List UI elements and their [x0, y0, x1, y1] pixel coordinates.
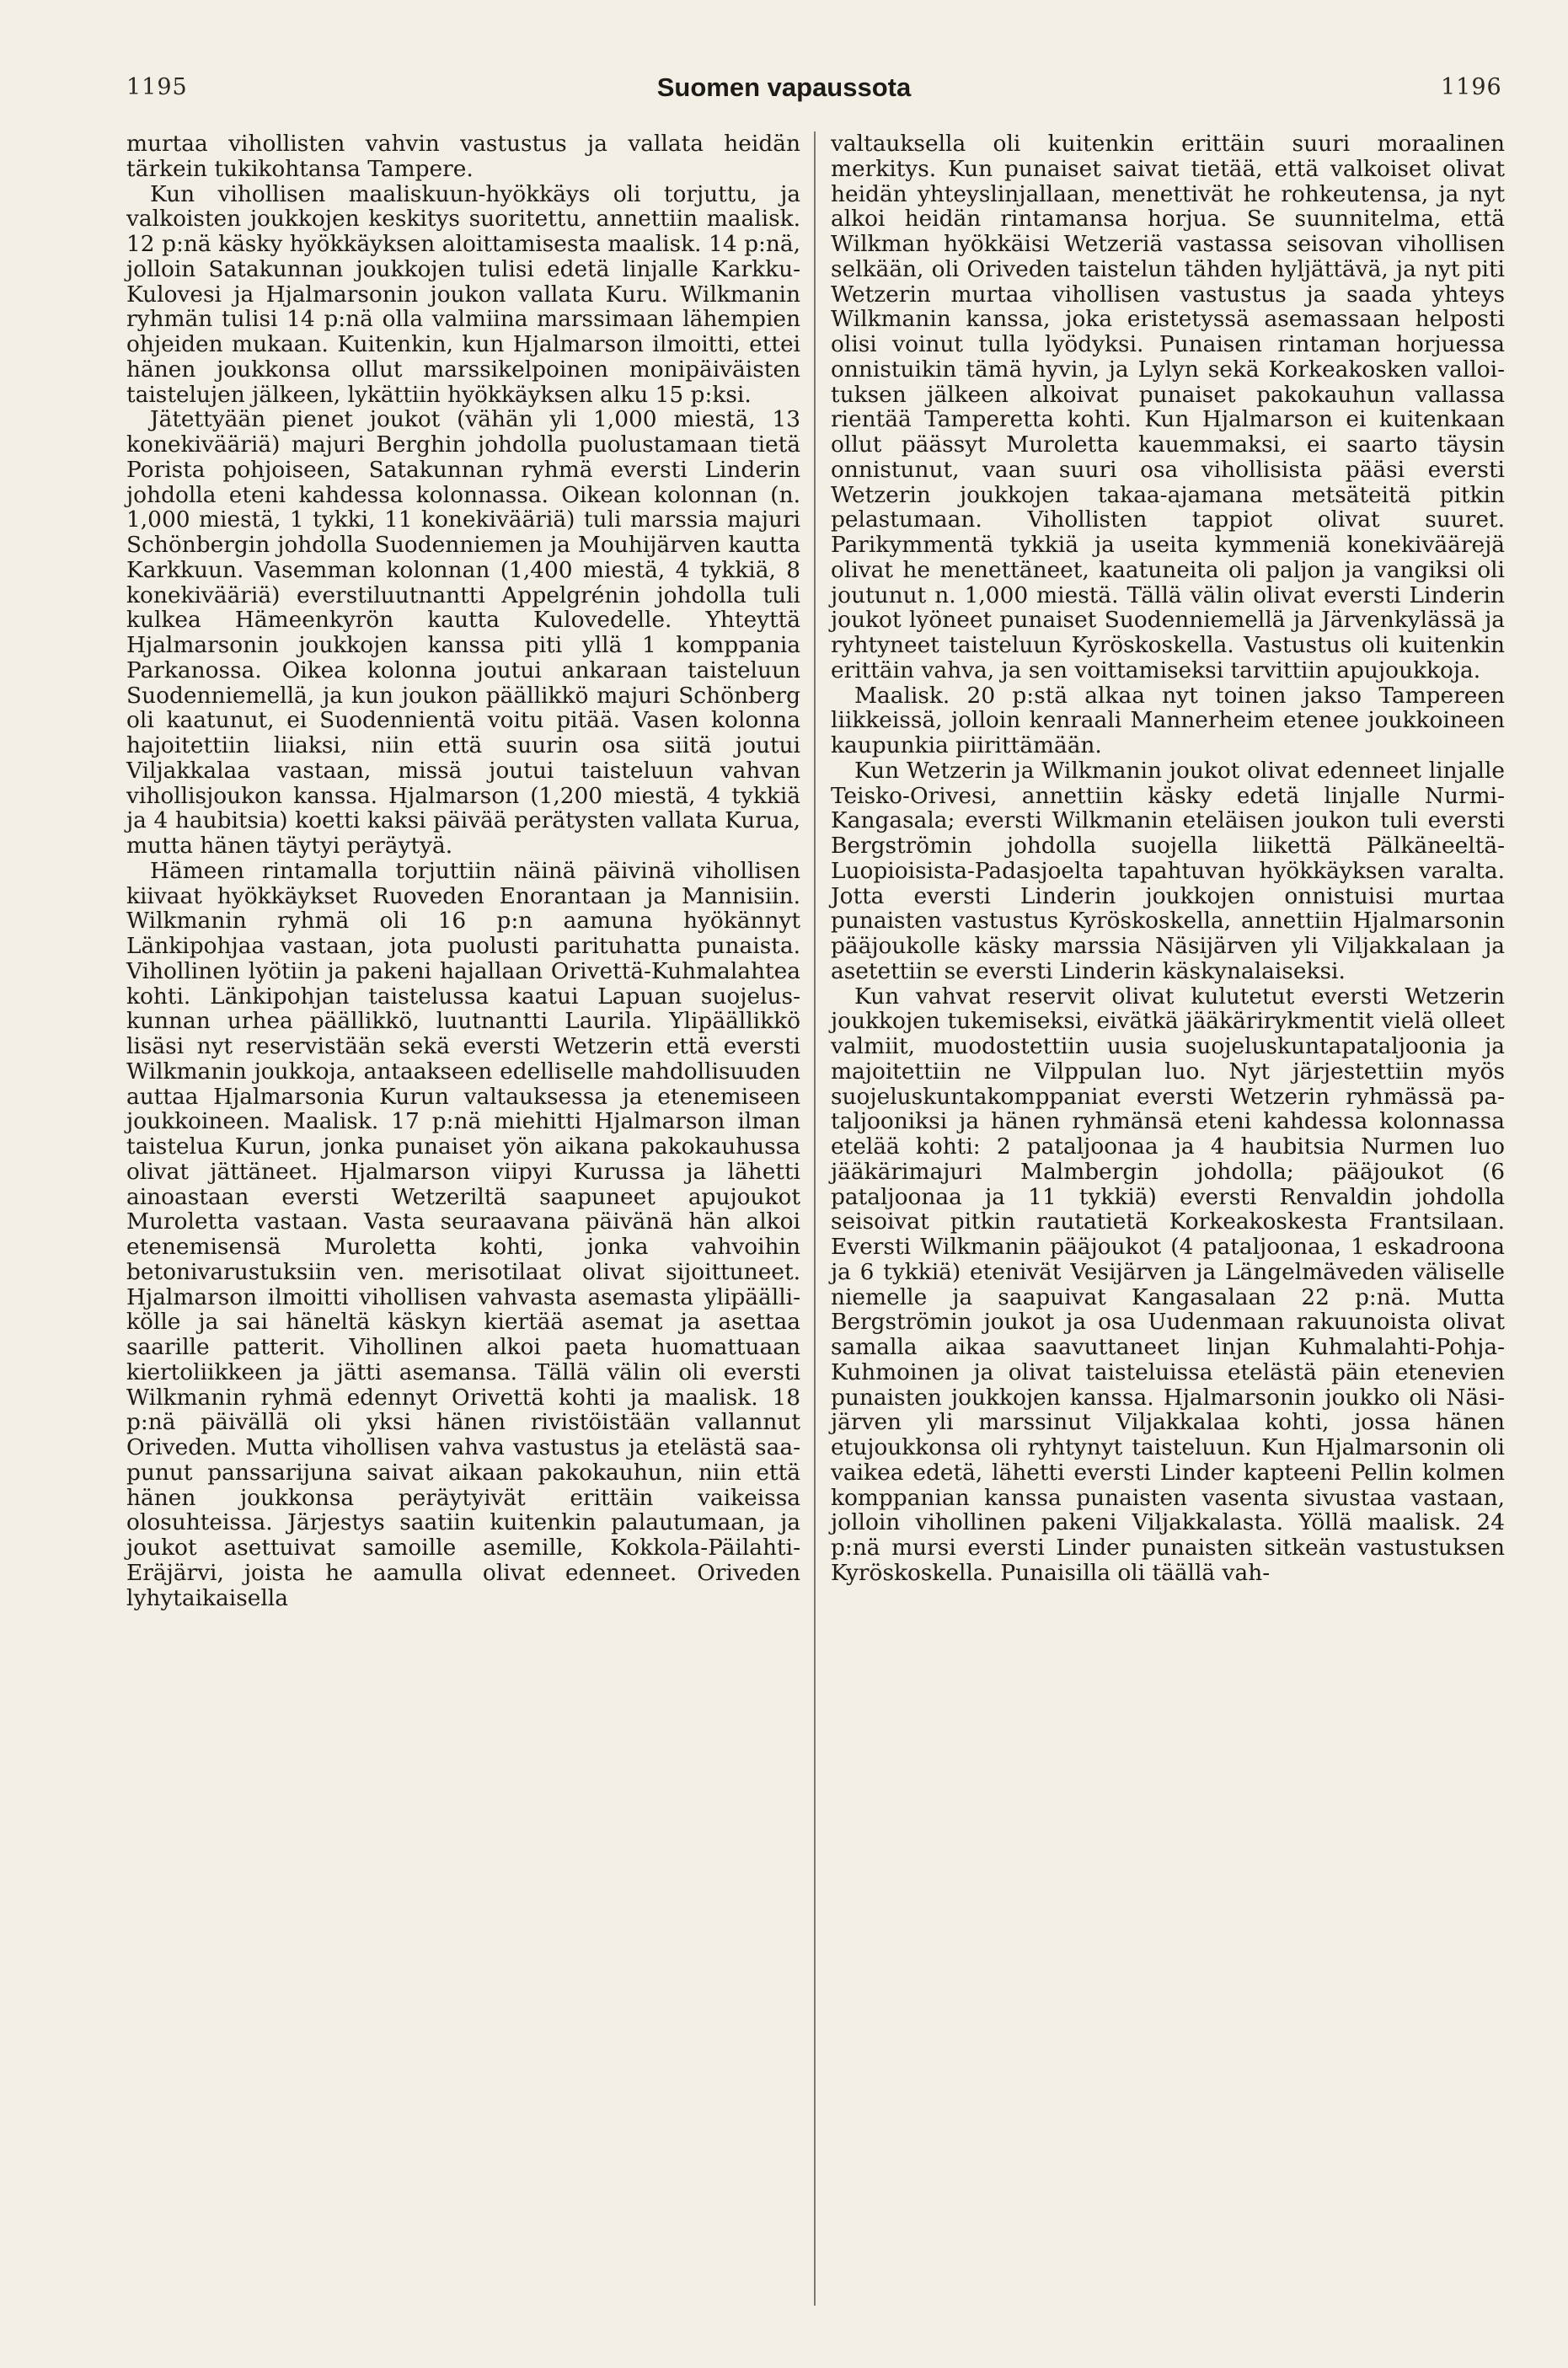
paragraph: valtauksella oli kuitenkin erittäin suuri moraalinen merkitys. Kun punaiset saivat tietää, että valkoiset olivat heidän yhteyslinjallaan, menettivät he rohkeutensa, ja nyt alkoi heidän rintamansa horjua. Se suunnitelma, että Wilkman hyökkäisi Wetzeriä vastassa seisovan vihollisen selkään, oli Oriveden taistelun tähden hyljättävä, ja nyt piti Wetzerin murtaa vihollisen vastustus ja saada yhteys Wilkmanin kanssa, joka eristetyssä asemassaan helposti olisi voinut tulla lyödyksi. Punaisen rintaman horjuessa onnistuikin tämä hyvin, ja Lylyn sekä Korkeakosken valloituksen jälkeen alkoivat punaiset pakokauhun vallassa rientää Tamperetta kohti. Kun Hjalmarson ei kuitenkaan ollut päässyt Muroletta kauemmaksi, ei saarto täysin onnistunut, vaan suuri osa vihollisista pääsi eversti Wetzerin joukkojen takaa-ajamana metsäteitä pitkin pelastumaan. Vihollisten tappiot olivat suuret. Parikymmentä tykkiä ja useita kymmeniä konekiväärejä olivat he menettäneet, kaatuneita oli paljon ja vangiksi oli joutunut n. 1,000 miestä. Tällä välin olivat eversti Linderin joukot lyöneet punaiset Suodenniemellä ja Järvenkylässä ja ryhtyneet taisteluun Kyröskoskella. Vastustus oli kuitenkin erittäin vahva, ja sen voittamiseksi tarvittiin apujoukkoja. — [831, 131, 1505, 683]
left-column — [126, 131, 800, 1610]
running-title: Suomen vapaussota — [656, 72, 912, 102]
page-header — [0, 74, 1568, 108]
right-column — [831, 131, 1505, 1586]
paragraph: Maalisk. 20 p:stä alkaa nyt toinen jakso Tampereen liikkeissä, jolloin kenraali Mannerheim etenee joukkoineen kaupunkia piirittämään. — [831, 682, 1505, 758]
page-number-right: 1196 — [1441, 74, 1502, 100]
paragraph: Kun vihollisen maaliskuun-hyökkäys oli torjuttu, ja valkoisten joukkojen keskitys suoritettu, annettiin maalisk. 12 p:nä käsky hyökkäyksen aloittamisesta maalisk. 14 p:nä, jolloin Satakunnan joukkojen tulisi edetä linjalle Karkku-Kulovesi ja Hjalmarsonin joukon vallata Kuru. Wilkmanin ryhmän tulisi 14 p:nä olla valmiina marssimaan lähempien ohjeiden mukaan. Kuitenkin, kun Hjalmarson ilmoitti, ettei hänen joukkonsa ollut marssikelpoinen monipäiväisten taistelujen jälkeen, lykättiin hyökkäyksen alku 15 p:ksi. — [126, 180, 800, 408]
column-divider — [814, 131, 816, 2306]
paragraph: murtaa vihollisten vahvin vastustus ja vallata heidän tärkein tukikohtansa Tampere. — [126, 131, 800, 182]
paragraph: Jätettyään pienet joukot (vähän yli 1,000 miestä, 13 konekivääriä) majuri Berghin johdolla puolustamaan tietä Porista pohjoiseen, Satakunnan ryhmä eversti Linderin johdolla eteni kahdessa kolonnassa. Oikean kolonnan (n. 1,000 miestä, 1 tykki, 11 konekivääriä) tuli marssia majuri Schönbergin johdolla Suodenniemen ja Mouhijärven kautta Karkkuun. Vasemman kolonnan (1,400 miestä, 4 tykkiä, 8 konekivääriä) everstiluutnantti Appelgrénin johdolla tuli kulkea Hämeenkyrön kautta Kulovedelle. Yhteyttä Hjalmarsonin joukkojen kanssa piti yllä 1 komppania Parkanossa. Oikea kolonna joutui ankaraan taisteluun Suodenniemellä, ja kun joukon päällikkö majuri Schönberg oli kaatunut, ei Suodennientä voitu pitää. Vasen kolonna hajoitettiin liiaksi, niin että suurin osa siitä joutui Viljakkalaa vastaan, missä joutui taisteluun vahvan vihollisjoukon kanssa. Hjalmarson (1,200 miestä, 4 tykkiä ja 4 haubitsia) koetti kaksi päivää perätysten vallata Kurua, mutta hänen täytyi peräytyä. — [126, 406, 800, 859]
paragraph: Kun vahvat reservit olivat kulutetut eversti Wetzerin joukkojen tukemiseksi, eivätkä jääkärirykmentit vielä olleet valmiit, muodostettiin uusia suojeluskuntapataljoonia ja majoitettiin ne Vilppulan luo. Nyt järjestettiin myös suojeluskuntakomppaniat eversti Wetzerin ryhmässä pataljooniksi ja hänen ryhmänsä eteni kahdessa kolonnassa etelää kohti: 2 pataljoonaa ja 4 haubitsia Nurmen luo jääkärimajuri Malmbergin johdolla; pääjoukot (6 pataljoonaa ja 11 tykkiä) eversti Renvaldin johdolla seisoivat pitkin rautatietä Korkeakoskesta Frantsilaan. Eversti Wilkmanin pääjoukot (4 pataljoonaa, 1 eskadroona ja 6 tykkiä) etenivät Vesijärven ja Längelmäveden väliselle niemelle ja saapuivat Kangasalaan 22 p:nä. Mutta Bergströmin joukot ja osa Uudenmaan rakuunoista olivat samalla aikaa saavuttaneet linjan Kuhmalahti-Pohja-Kuhmoinen ja olivat taisteluissa etelästä päin etenevien punaisten joukkojen kanssa. Hjalmarsonin joukko oli Näsijärven yli marssinut Viljakkalaa kohti, jossa hänen etujoukkonsa oli ryhtynyt taisteluun. Kun Hjalmarsonin oli vaikea edetä, lähetti eversti Linder kapteeni Pellin kolmen komppanian kanssa punaisten vasenta sivustaa vastaan, jolloin vihollinen pakeni Viljakkalasta. Yöllä maalisk. 24 p:nä mursi eversti Linder punaisten sitkeän vastustuksen Kyröskoskella. Punaisilla oli täällä vah- — [831, 983, 1505, 1586]
paragraph: Hämeen rintamalla torjuttiin näinä päivinä vihollisen kiivaat hyökkäykset Ruoveden Enorantaan ja Mannisiin. Wilkmanin ryhmä oli 16 p:n aamuna hyökännyt Länkipohjaa vastaan, jota puolusti parituhatta punaista. Vihollinen lyötiin ja pakeni hajallaan Orivettä-Kuhmalahtea kohti. Länkipohjan taistelussa kaatui Lapuan suojeluskunnan urhea päällikkö, luutnantti Laurila. Ylipäällikkö lisäsi nyt reservistään sekä eversti Wetzerin että eversti Wilkmanin joukkoja, antaakseen edelliselle mahdollisuuden auttaa Hjalmarsonia Kurun valtauksessa ja etenemiseen joukkoineen. Maalisk. 17 p:nä miehitti Hjalmarson ilman taistelua Kurun, jonka punaiset yön aikana pakokauhussa olivat jättäneet. Hjalmarson viipyi Kurussa ja lähetti ainoastaan eversti Wetzeriltä saapuneet apujoukot Muroletta vastaan. Vasta seuraavana päivänä hän alkoi etenemisensä Muroletta kohti, jonka vahvoihin betonivarustuksiin ven. merisotilaat olivat sijoittuneet. Hjalmarson ilmoitti vihollisen vahvasta asemasta ylipäällikölle ja sai häneltä käskyn kiertää asemat ja asettaa saarille patterit. Vihollinen alkoi paeta huomattuaan kiertoliikkeen ja jätti asemansa. Tällä välin oli eversti Wilkmanin ryhmä edennyt Orivettä kohti ja maalisk. 18 p:nä päivällä oli yksi hänen rivistöistään vallannut Oriveden. Mutta vihollisen vahva vastustus ja etelästä saapunut panssarijuna saivat aikaan pakokauhun, niin että hänen joukkonsa peräytyivät erittäin vaikeissa olosuhteissa. Järjestys saatiin kuitenkin palautumaan, ja joukot asettuivat samoille asemille, Kokkola-Päilahti-Eräjärvi, joista he aamulla olivat edenneet. Oriveden lyhytaikaisella — [126, 857, 800, 1611]
paragraph: Kun Wetzerin ja Wilkmanin joukot olivat edenneet linjalle Teisko-Orivesi, annettiin käsky edetä linjalle Nurmi-Kangasala; eversti Wilkmanin eteläisen joukon tuli eversti Bergströmin johdolla suojella liikettä Pälkäneeltä-Luopioisista-Padasjoelta tapahtuvan hyökkäyksen varalta. Jotta eversti Linderin joukkojen onnistuisi murtaa punaisten vastustus Kyröskoskella, annettiin Hjalmarsonin pääjoukolle käsky marssia Näsijärven yli Viljakkalaan ja asetettiin se eversti Linderin käskynalaiseksi. — [831, 757, 1505, 984]
page-number-left: 1195 — [126, 74, 188, 100]
